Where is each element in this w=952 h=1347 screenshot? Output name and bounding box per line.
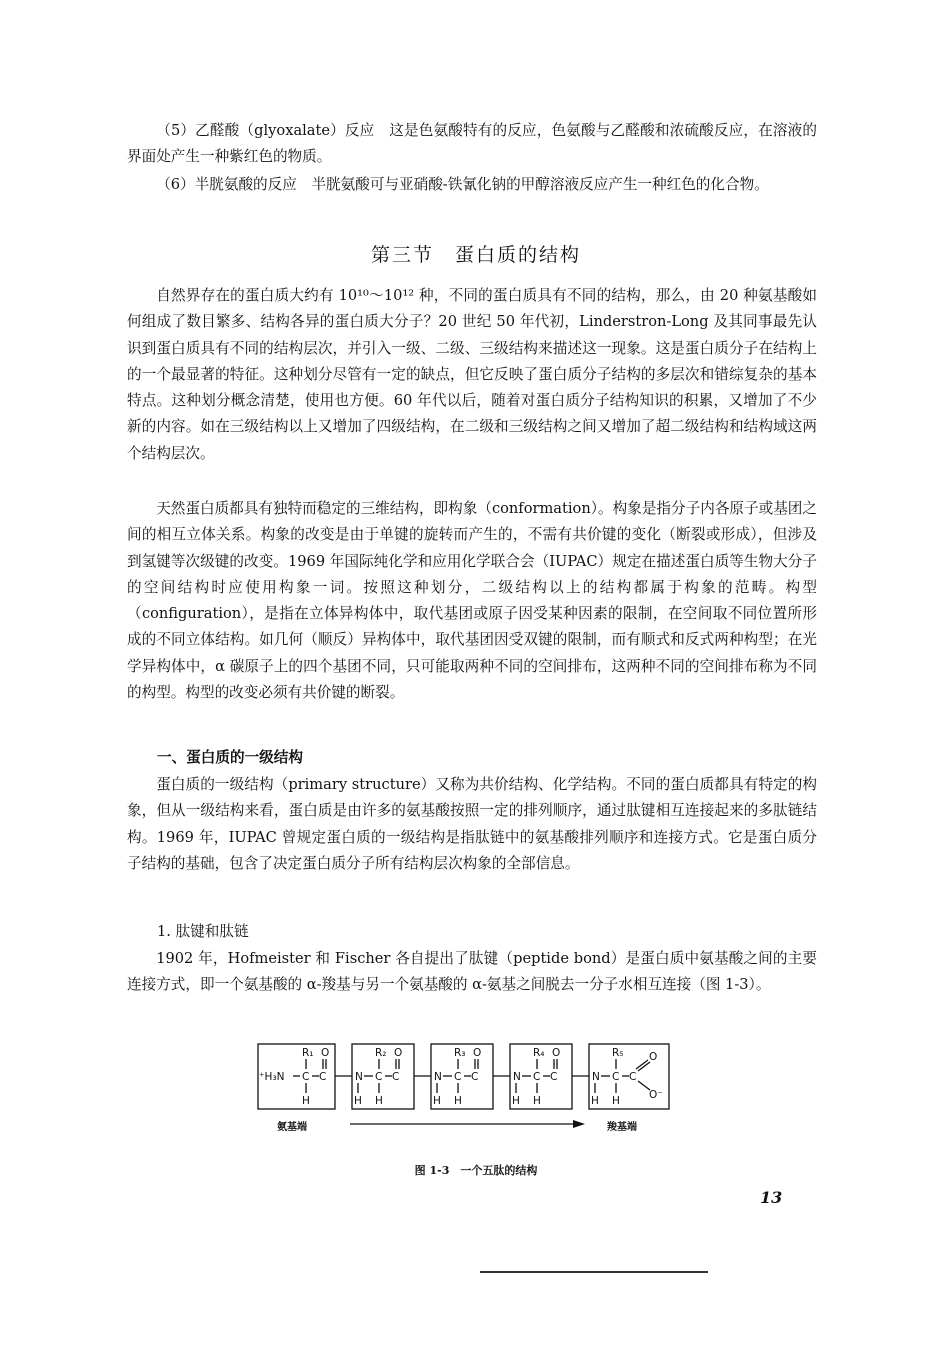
residue-5-sidechain: R₅ xyxy=(612,1047,624,1059)
amino-terminus-label: 氨基端 xyxy=(277,1122,307,1133)
svg-text:N: N xyxy=(434,1071,442,1083)
residue-2-sidechain: R₂ xyxy=(375,1047,387,1059)
residue-1-sidechain: R₁ xyxy=(302,1047,314,1059)
svg-text:H: H xyxy=(302,1095,310,1107)
svg-text:H: H xyxy=(533,1095,541,1107)
paragraph-conformation: 天然蛋白质都具有独特而稳定的三维结构，即构象（conformation）。构象是指分子内各原子或基团之间的相互立体关系。构象的改变是由于单键的旋转而产生的，不需有共价键的变化（断裂或形成），但涉及到氢键等次级键的改变。1969 年国际纯化学和应用化学联合会（IUPAC）规定在描述蛋白质等生物大分子的空间结构时应使用构象一词。按照这种划分，二级结构以上的结构都属于构象的范畴。构型（configuration），是指在立体异构体中，取代基团或原子因受某种因素的限制，在空间取不同位置所形成的不同立体结构。如几何（顺反）异构体中，取代基团因受双键的限制，而有顺式和反式两种构型；在光学异构体中，α 碳原子上的四个基团不同，只可能取两种不同的空间排布，这两种不同的空间排布称为不同的构型。构型的改变必须有共价键的断裂。 xyxy=(127,500,817,702)
page-number: 13 xyxy=(760,1188,783,1207)
svg-text:C: C xyxy=(550,1071,558,1083)
svg-text:C: C xyxy=(375,1071,383,1083)
paragraph-structure-levels: 自然界存在的蛋白质大约有 10¹⁰～10¹² 种，不同的蛋白质具有不同的结构，那么，由 20 种氨基酸如何组成了数目繁多、结构各异的蛋白质大分子？20 世纪 50 年代初，Linderstron-Long 及其同事最先认识到蛋白质具有不同的结构层次，并引入一级、二级、三级结构来描述这一现象。这是蛋白质分子在结构上的一个最显著的特征。这种划分尽管有一定的缺点，但它反映了蛋白质分子结构的多层次和错综复杂的基本特点。这种划分概念清楚，使用也方便。60 年代以后，随着对蛋白质分子结构知识的积累，又增加了不少新的内容。如在三级结构以上又增加了四级结构，在二级和三级结构之间又增加了超二级结构和结构域这两个结构层次。 xyxy=(127,287,817,462)
reaction-5-text: 这是色氨酸特有的反应，色氨酸与乙醛酸和浓硫酸反应，在溶液的界面处产生一种紫红色的物质。 xyxy=(127,122,817,166)
svg-text:N: N xyxy=(513,1071,521,1083)
svg-text:H: H xyxy=(591,1095,599,1107)
reaction-5-paragraph xyxy=(127,118,817,171)
reaction-6-lead: （6）半胱氨酸的反应 xyxy=(156,176,297,193)
reaction-5-lead: （5）乙醛酸（glyoxalate）反应 xyxy=(156,122,375,139)
reaction-6-paragraph xyxy=(127,172,817,198)
svg-text:C: C xyxy=(612,1071,620,1083)
svg-text:H: H xyxy=(512,1095,520,1107)
svg-text:C: C xyxy=(471,1071,479,1083)
subheading-primary-structure: 一、蛋白质的一级结构 xyxy=(157,749,303,766)
svg-text:N: N xyxy=(355,1071,363,1083)
svg-text:O: O xyxy=(552,1047,561,1059)
paragraph-peptide-bond: 1902 年，Hofmeister 和 Fischer 各自提出了肽键（peptide bond）是蛋白质中氨基酸之间的主要连接方式，即一个氨基酸的 α-羧基与另一个氨基酸的 α-氨基之间脱去一分子水相互连接（图 1-3）。 xyxy=(127,950,817,994)
svg-text:H: H xyxy=(433,1095,441,1107)
pentapeptide-figure xyxy=(255,1040,685,1140)
residue-4-sidechain: R₄ xyxy=(533,1047,545,1059)
svg-text:H: H xyxy=(375,1095,383,1107)
subheading-peptide-bond: 1. 肽键和肽链 xyxy=(157,923,249,940)
c-terminus-carboxylate: O⁻ xyxy=(649,1089,663,1101)
svg-text:O: O xyxy=(321,1047,330,1059)
figure-caption: 图 1-3 一个五肽的结构 xyxy=(414,1164,538,1177)
paragraph-primary-structure: 蛋白质的一级结构（primary structure）又称为共价结构、化学结构。不同的蛋白质都具有特定的构象，但从一级结构来看，蛋白质是由许多的氨基酸按照一定的排列顺序，通过肽键相互连接起来的多肽链结构。1969 年，IUPAC 曾规定蛋白质的一级结构是指肽链中的氨基酸排列顺序和连接方式。它是蛋白质分子结构的基础，包含了决定蛋白质分子所有结构层次构象的全部信息。 xyxy=(127,776,817,872)
svg-text:H: H xyxy=(354,1095,362,1107)
svg-text:N: N xyxy=(592,1071,600,1083)
carboxyl-terminus-label: 羧基端 xyxy=(607,1122,637,1133)
svg-text:H: H xyxy=(612,1095,620,1107)
svg-text:C: C xyxy=(629,1071,637,1083)
scan-artifact-line xyxy=(480,1271,708,1273)
residue-3-sidechain: R₃ xyxy=(454,1047,466,1059)
svg-text:C: C xyxy=(392,1071,400,1083)
svg-text:H: H xyxy=(454,1095,462,1107)
svg-text:C: C xyxy=(454,1071,462,1083)
svg-text:O: O xyxy=(394,1047,403,1059)
svg-text:O: O xyxy=(473,1047,482,1059)
svg-text:C: C xyxy=(533,1071,541,1083)
c-terminus-oxygen: O xyxy=(649,1051,658,1063)
section-title: 第三节 蛋白质的结构 xyxy=(370,244,581,266)
direction-arrow-head xyxy=(573,1120,585,1128)
n-terminus-group: ⁺H₃N xyxy=(259,1071,285,1083)
svg-text:C: C xyxy=(319,1071,327,1083)
svg-text:C: C xyxy=(302,1071,310,1083)
reaction-6-text: 半胱氨酸可与亚硝酸-铁氰化钠的甲醇溶液反应产生一种红色的化合物。 xyxy=(311,176,769,193)
